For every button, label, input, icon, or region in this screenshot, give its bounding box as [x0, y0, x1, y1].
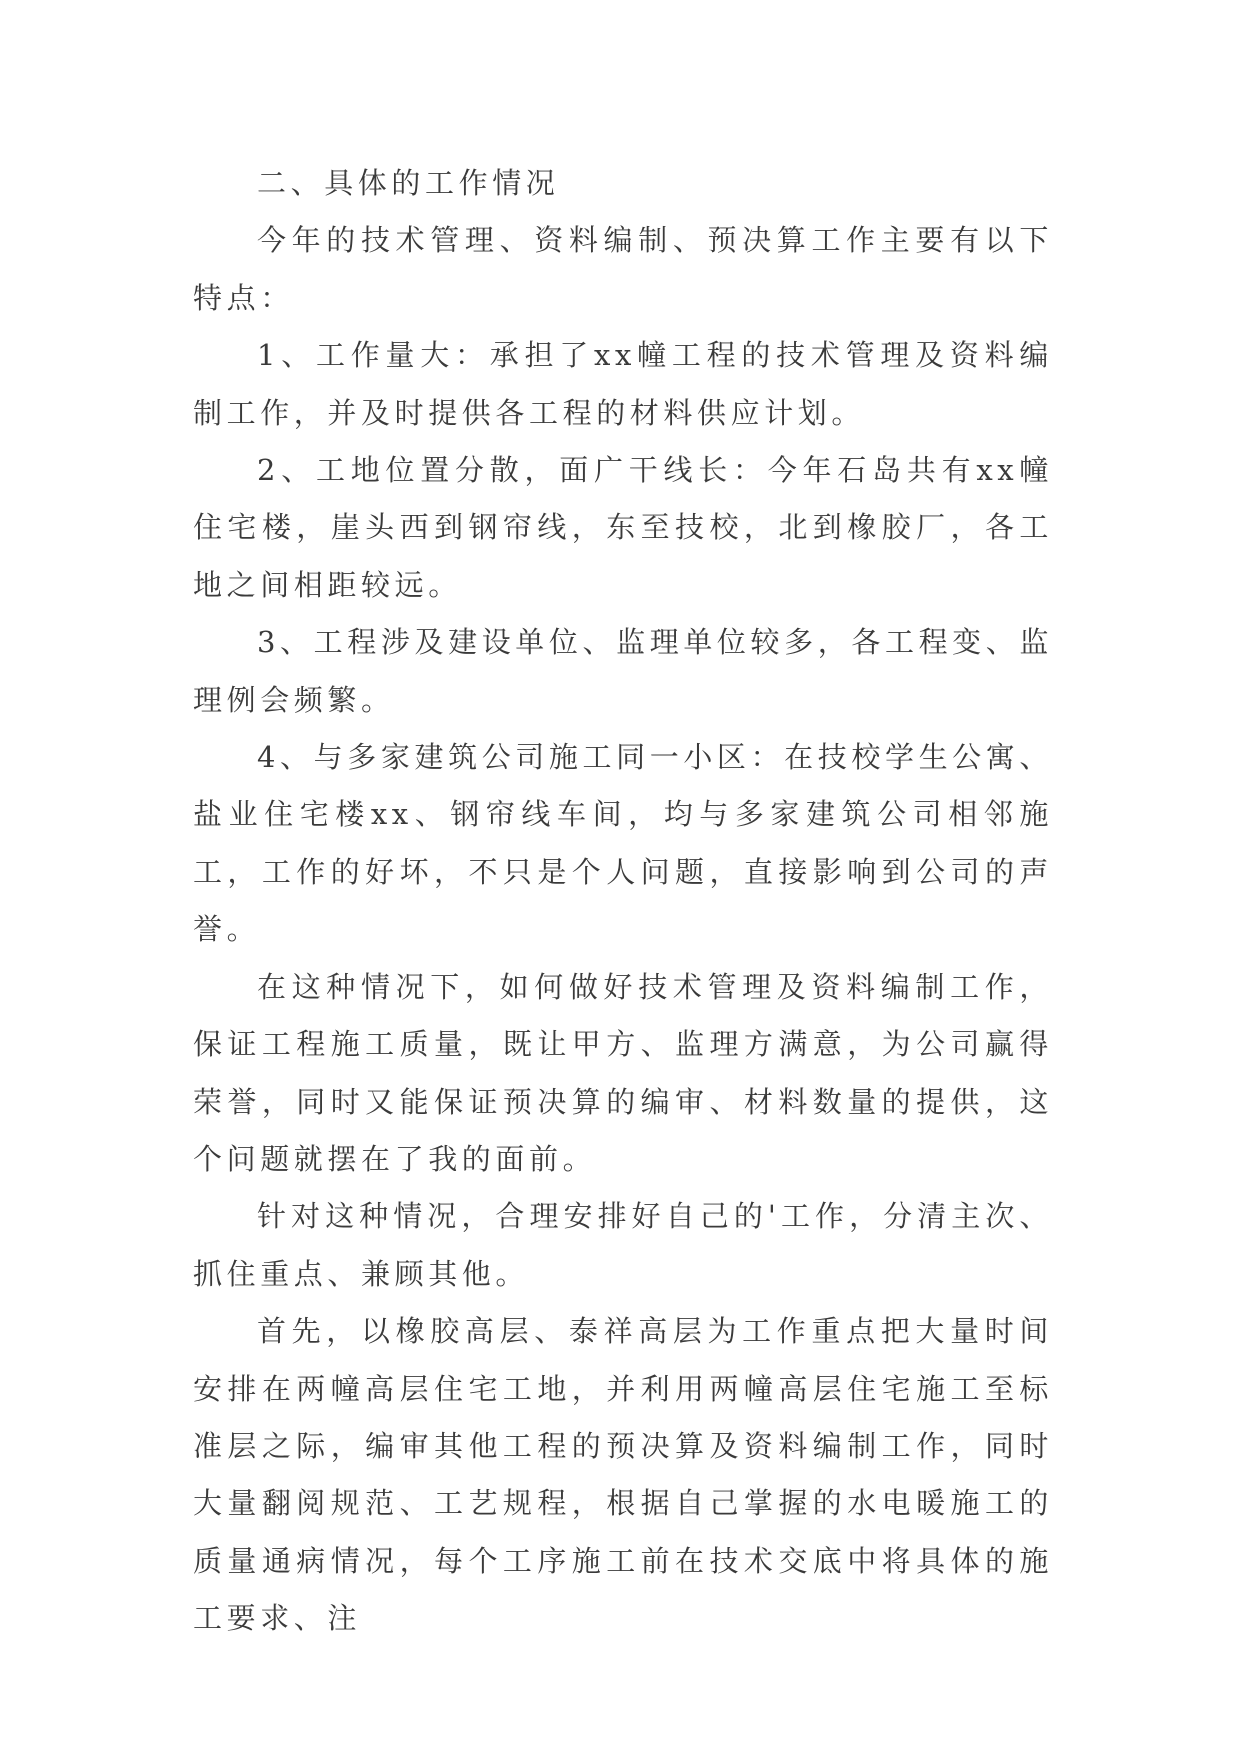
paragraph-approach: 针对这种情况，合理安排好自己的'工作，分清主次、抓住重点、兼顾其他。 [193, 1199, 1053, 1291]
paragraph-item-3: 3、工程涉及建设单位、监理单位较多，各工程变、监理例会频繁。 [193, 625, 1053, 717]
paragraph-item-1: 1、工作量大：承担了xx幢工程的技术管理及资料编制工作，并及时提供各工程的材料供应计划。 [193, 338, 1053, 430]
paragraph-situation: 在这种情况下，如何做好技术管理及资料编制工作，保证工程施工质量，既让甲方、监理方满意，为公司赢得荣誉，同时又能保证预决算的编审、材料数量的提供，这个问题就摆在了我的面前。 [193, 969, 1053, 1176]
document-body [193, 155, 1053, 1648]
paragraph-item-4: 4、与多家建筑公司施工同一小区：在技校学生公寓、盐业住宅楼xx、钢帘线车间，均与多家建筑公司相邻施工，工作的好坏，不只是个人问题，直接影响到公司的声誉。 [193, 740, 1053, 947]
paragraph-item-2: 2、工地位置分散，面广干线长：今年石岛共有xx幢住宅楼，崖头西到钢帘线，东至技校，北到橡胶厂，各工地之间相距较远。 [193, 453, 1053, 602]
paragraph-intro: 今年的技术管理、资料编制、预决算工作主要有以下特点： [193, 223, 1053, 315]
section-heading: 二、具体的工作情况 [257, 166, 560, 200]
paragraph-first: 首先，以橡胶高层、泰祥高层为工作重点把大量时间安排在两幢高层住宅工地，并利用两幢高层住宅施工至标准层之际，编审其他工程的预决算及资料编制工作，同时大量翻阅规范、工艺规程，根据自己掌握的水电暖施工的质量通病情况，每个工序施工前在技术交底中将具体的施工要求、注 [193, 1314, 1053, 1636]
